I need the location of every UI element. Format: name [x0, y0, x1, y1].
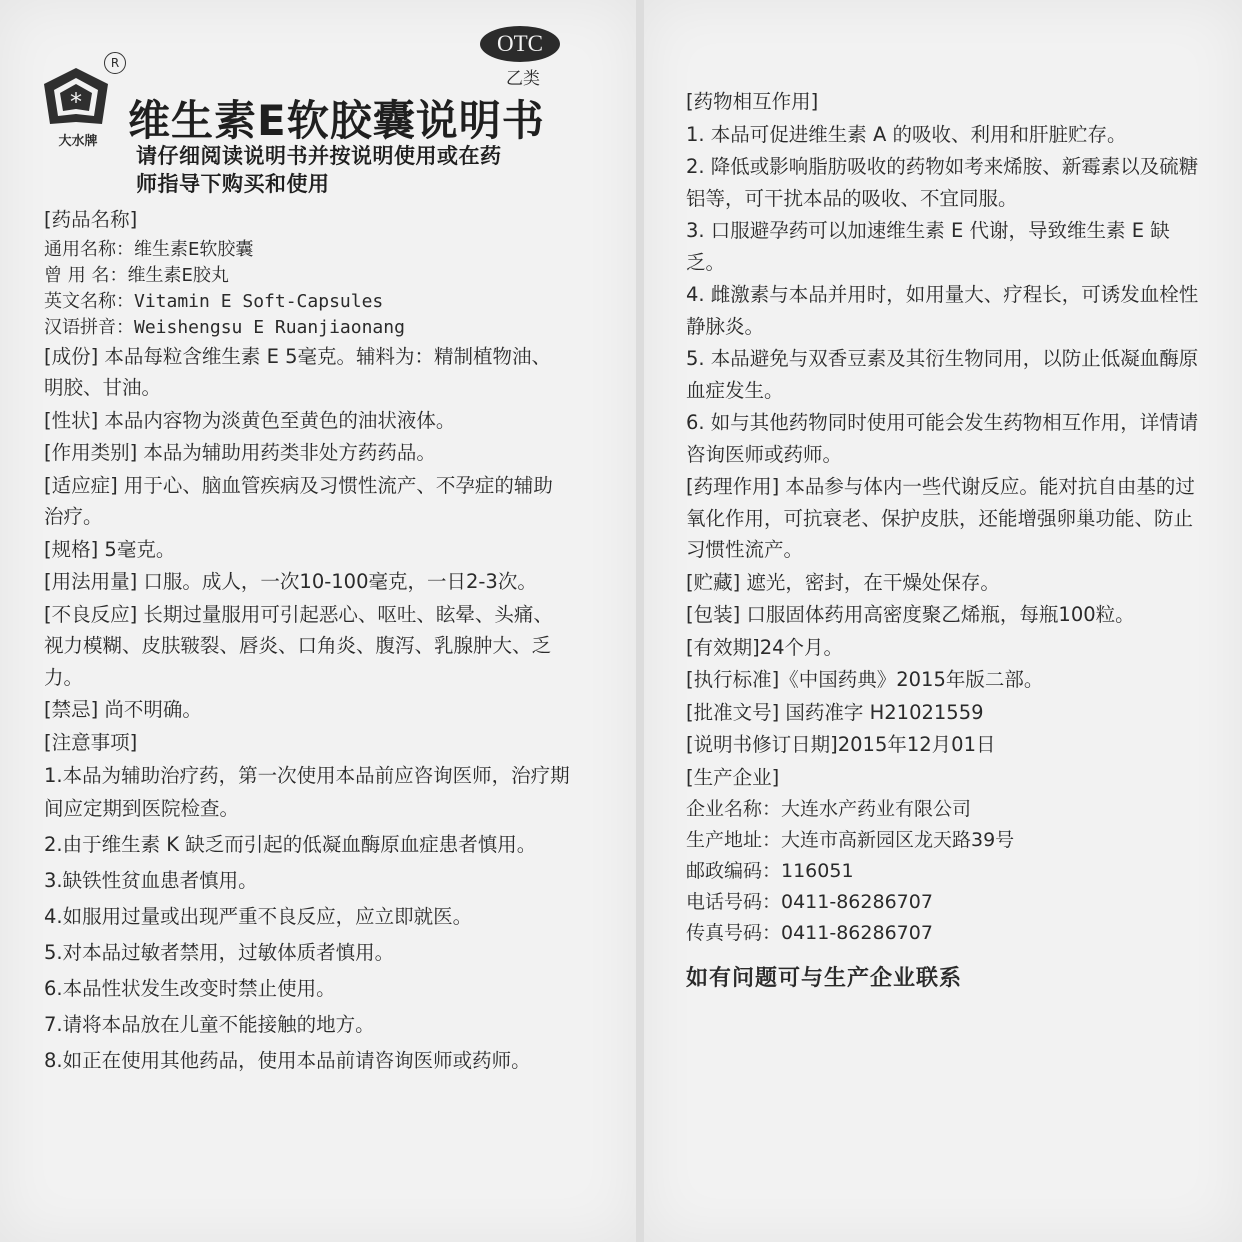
list-item: 3.缺铁性贫血患者慎用。: [44, 869, 258, 892]
section-heading-package: [包装]: [686, 603, 741, 626]
section-heading-pharmacology: [药理作用]: [686, 475, 780, 498]
brand-logo-text: 大水牌: [58, 134, 98, 149]
list-item: 6.本品性状发生改变时禁止使用。: [44, 977, 336, 1000]
company-fax: 传真号码：0411-86286707: [686, 922, 933, 944]
indications-section: [44, 470, 570, 533]
approval-section: [686, 697, 1208, 729]
company-phone: 电话号码：0411-86286707: [686, 891, 933, 913]
document-title: 维生素E软胶囊说明书: [128, 96, 545, 145]
registered-trademark-icon: R: [104, 52, 126, 74]
section-heading-composition: [成份]: [44, 344, 99, 368]
indications-text: 用于心、脑血管疾病及习惯性流产、不孕症的辅助治疗。: [44, 473, 553, 528]
validity-section: [686, 632, 1208, 664]
company-postcode: 邮政编码：116051: [686, 860, 854, 882]
section-heading-contraindications: [禁忌]: [44, 698, 99, 721]
contraindications-section: [44, 694, 570, 726]
storage-section: [686, 567, 1208, 599]
section-heading-standard: [执行标准]: [686, 668, 780, 691]
section-heading-interactions: [药物相互作用]: [686, 90, 819, 113]
precautions-list: [44, 759, 570, 1077]
section-heading-revision: [说明书修订日期]: [686, 733, 838, 756]
list-item: 1. 本品可促进维生素 A 的吸收、利用和肝脏贮存。: [686, 122, 1127, 146]
composition-text: 本品每粒含维生素 E 5毫克。辅料为：精制植物油、明胶、甘油。: [44, 344, 552, 399]
section-heading-drug-name: [药品名称]: [44, 208, 138, 231]
company-name: 企业名称：大连水产药业有限公司: [686, 798, 972, 820]
section-heading-storage: [贮藏]: [686, 570, 741, 594]
generic-name: 通用名称：维生素E软胶囊: [44, 238, 254, 260]
section-heading-adverse: [不良反应]: [44, 602, 138, 626]
right-column: [686, 86, 1208, 996]
standard-text: 《中国药典》2015年版二部。: [779, 668, 1044, 691]
page-gutter: [636, 0, 644, 1242]
section-heading-spec: [规格]: [44, 537, 99, 561]
section-heading-validity: [有效期]: [686, 635, 760, 659]
adverse-section: [44, 599, 570, 694]
drug-name-block: [44, 237, 570, 341]
manufacturer-block: [686, 794, 1208, 949]
left-column: [44, 204, 570, 1080]
section-heading-appearance: [性状]: [44, 408, 99, 432]
composition-section: [44, 341, 570, 404]
storage-text: 遮光，密封，在干燥处保存。: [740, 570, 1000, 594]
english-name: 英文名称：Vitamin E Soft-Capsules: [44, 290, 384, 312]
contact-manufacturer-note: 如有问题可与生产企业联系: [686, 966, 963, 991]
list-item: 7.请将本品放在儿童不能接触的地方。: [44, 1013, 375, 1036]
list-item: 4. 雌激素与本品并用时，如用量大、疗程长，可诱发血栓性静脉炎。: [686, 283, 1199, 338]
category-text: 本品为辅助用药类非处方药药品。: [137, 441, 436, 464]
standard-section: [686, 664, 1208, 696]
former-name: 曾 用 名：维生素E胶丸: [44, 264, 229, 286]
section-heading-indications: [适应症]: [44, 473, 118, 497]
otc-class-label: 乙类: [506, 69, 540, 89]
pharmacology-text: 本品参与体内一些代谢反应。能对抗自由基的过氧化作用，可抗衰老、保护皮肤，还能增强卵巢功能、防止习惯性流产。: [686, 475, 1195, 561]
section-heading-approval: [批准文号]: [686, 700, 780, 724]
dosage-text: 口服。成人，一次10-100毫克，一日2-3次。: [137, 570, 537, 593]
document-subtitle: 请仔细阅读说明书并按说明使用或在药师指导下购买和使用: [136, 144, 502, 196]
list-item: 2.由于维生素 K 缺乏而引起的低凝血酶原血症患者慎用。: [44, 833, 537, 856]
list-item: 3. 口服避孕药可以加速维生素 E 代谢，导致维生素 E 缺乏。: [686, 219, 1170, 274]
svg-text:*: *: [70, 88, 82, 116]
section-heading-precautions: [注意事项]: [44, 730, 138, 754]
list-item: 5.对本品过敏者禁用，过敏体质者慎用。: [44, 941, 395, 964]
package-text: 口服固体药用高密度聚乙烯瓶，每瓶100粒。: [740, 603, 1135, 626]
spec-text: 5毫克。: [98, 537, 176, 561]
pinyin-name: 汉语拼音：Weishengsu E Ruanjiaonang: [44, 316, 405, 338]
list-item: 5. 本品避免与双香豆素及其衍生物同用，以防止低凝血酶原血症发生。: [686, 347, 1199, 402]
dosage-section: [44, 566, 570, 598]
package-section: [686, 599, 1208, 631]
list-item: 1.本品为辅助治疗药，第一次使用本品前应咨询医师，治疗期间应定期到医院检查。: [44, 764, 570, 820]
list-item: 2. 降低或影响脂肪吸收的药物如考来烯胺、新霉素以及硫糖铝等，可干扰本品的吸收、不宜同服。: [686, 155, 1199, 210]
approval-text: 国药准字 H21021559: [779, 700, 984, 724]
spec-section: [44, 534, 570, 566]
list-item: 8.如正在使用其他药品，使用本品前请咨询医师或药师。: [44, 1049, 531, 1072]
list-item: 6. 如与其他药物同时使用可能会发生药物相互作用，详情请咨询医师或药师。: [686, 411, 1199, 466]
validity-text: 24个月。: [759, 635, 844, 659]
pharmacology-section: [686, 471, 1208, 566]
section-heading-category: [作用类别]: [44, 441, 138, 464]
contraindications-text: 尚不明确。: [98, 698, 202, 721]
appearance-section: [44, 405, 570, 437]
list-item: 4.如服用过量或出现严重不良反应，应立即就医。: [44, 905, 473, 928]
revision-text: 2015年12月01日: [837, 733, 996, 756]
revision-section: [686, 729, 1208, 761]
section-heading-manufacturer: [生产企业]: [686, 765, 780, 789]
adverse-text: 长期过量服用可引起恶心、呕吐、眩晕、头痛、视力模糊、皮肤皲裂、唇炎、口角炎、腹泻、乳腺肿大、乏力。: [44, 602, 553, 689]
section-heading-dosage: [用法用量]: [44, 570, 138, 593]
company-address: 生产地址：大连市高新园区龙天路39号: [686, 829, 1015, 851]
appearance-text: 本品内容物为淡黄色至黄色的油状液体。: [98, 408, 456, 432]
otc-badge: OTC: [480, 26, 560, 62]
category-section: [44, 437, 570, 469]
